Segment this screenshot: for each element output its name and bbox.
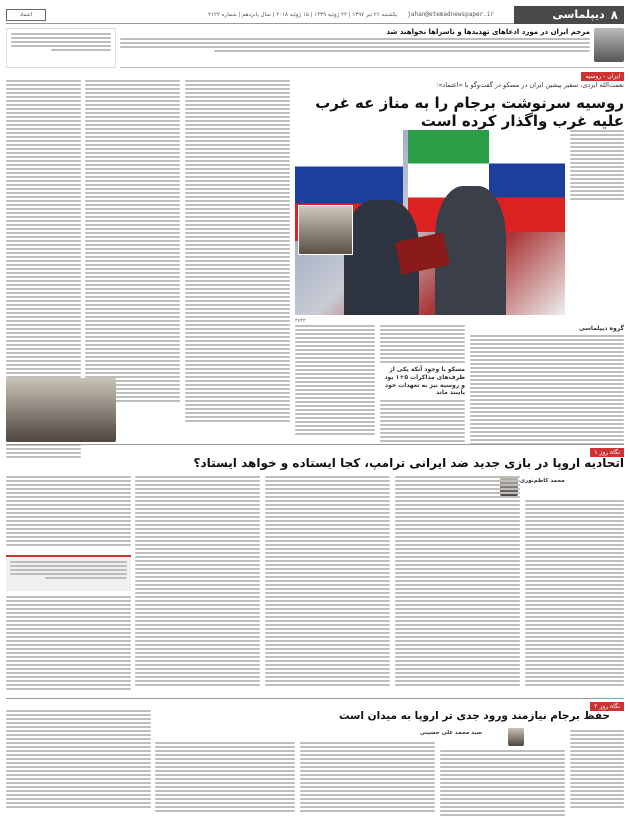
story3-col1 (440, 750, 565, 818)
story1-rubric: ایران - روسیه (581, 72, 624, 81)
header-email[interactable]: jahan@etemadnewspaper.ir (407, 11, 494, 18)
story2-headline: اتحادیه اروپا در بازی جدید ضد ایرانی ترامپ، کجا ایستاده و خواهد ایستاد؟ (193, 456, 624, 470)
story2-pull-quote-box (6, 555, 131, 591)
section-name: دیپلماسی (552, 8, 605, 21)
story3-headline: حفظ برجام نیازمند ورود جدی تر اروپا به میدان است (338, 710, 610, 722)
story3-author-photo (508, 728, 524, 746)
lead-strip (120, 28, 624, 68)
story1-body-col2 (380, 325, 465, 444)
story2-col4b (6, 596, 131, 692)
story1-photo-caption: ۴۷۴۲ (295, 318, 306, 324)
story1-box-title: گروه دیپلماسی (578, 325, 624, 332)
story1-kicker: نعمت‌الله ایزدی، سفیر پیشین ایران در مسکو در گفت‌وگو با «اعتماد»: (436, 81, 624, 89)
story3-sidebar (570, 730, 624, 810)
divider (6, 444, 624, 445)
story1-portrait (6, 378, 116, 442)
story1-body-col4 (185, 80, 290, 424)
section-label (514, 6, 624, 24)
story1-inset-photo (298, 205, 353, 255)
story2-rubric: نگاه روز ۱ (590, 448, 624, 457)
story1-body-col5 (85, 80, 180, 404)
story1-body-col3 (295, 325, 375, 437)
story3-col4 (6, 710, 151, 810)
story2-col4 (6, 476, 131, 548)
story3-col2 (300, 742, 435, 814)
lead-body-lines (120, 38, 590, 52)
story1-headline: روسیه سرنوشت برجام را به مناز عه غرب علیه غرب واگذار کرده است (315, 94, 624, 130)
header-date: یکشنبه ۲۶ تیر ۱۳۹۷ | ۲۲ ژوئیه ۱۴۳۹ | ۱۵ ژوئیه ۲۰۱۸ | سال پانزدهم | شماره ۴۱۲۲ (208, 11, 398, 18)
story1-pull-quote: مسکو با وجود آنکه یکی از طرف‌های مذاکرات ۵+۱ بود و روسیه نیز به تعهدات خود پایبند ماند (384, 366, 465, 397)
divider (6, 698, 624, 699)
story2-col1 (395, 476, 520, 688)
story1-body-col1 (470, 325, 624, 447)
story3-col3 (155, 742, 295, 814)
page-number: ۸ (610, 7, 618, 22)
story2-col2 (265, 476, 390, 688)
story2-col3 (135, 476, 260, 688)
story3-author: سید محمد علی حسینی (420, 730, 482, 736)
story1-photo (295, 130, 565, 315)
lead-side-box (6, 28, 116, 68)
page-header (6, 6, 624, 24)
story2-sidebar (525, 500, 624, 688)
newspaper-logo: اعتماد (6, 9, 46, 21)
story3-rubric: نگاه روز ۲ (590, 702, 624, 711)
story1-right-column (570, 130, 624, 202)
lead-title: مرحم ایران در مورد ادعاهای تهدیدها و ناسزاها نخواهند شد (386, 28, 590, 36)
story2-author: محمد کاظم‌نوری (520, 478, 565, 484)
lead-photo (594, 28, 624, 62)
